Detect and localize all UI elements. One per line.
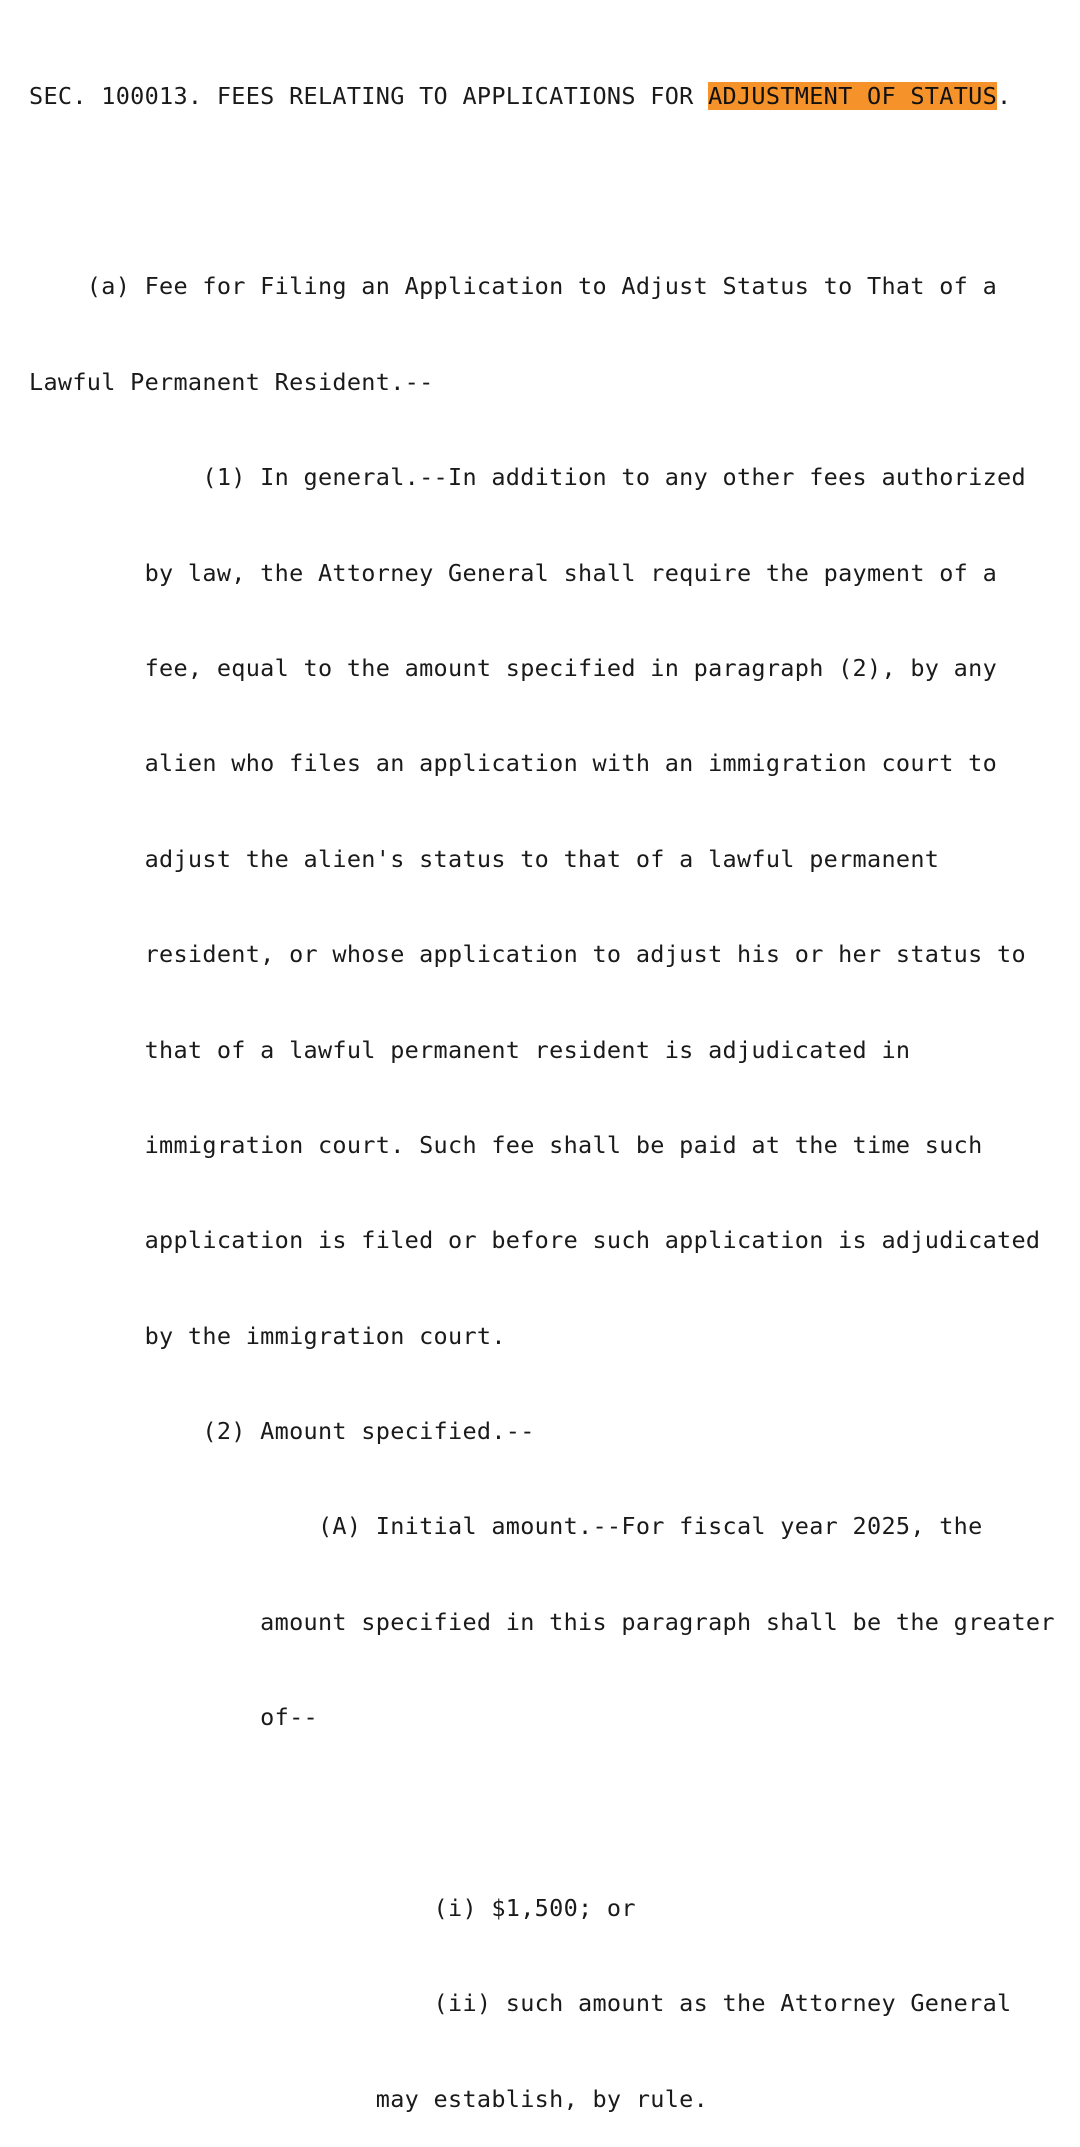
text-line: amount specified in this paragraph shall be the greater [29, 1607, 1055, 1636]
text-line: fee, equal to the amount specified in paragraph (2), by any [29, 653, 998, 682]
text-line: adjust the alien's status to that of a lawful permanent [29, 844, 940, 873]
text-line: alien who files an application with an immigration court to [29, 749, 998, 778]
text-line: application is filed or before such application is adjudicated [29, 1226, 1041, 1255]
heading-suffix: . [997, 81, 1012, 110]
highlighted-search-term: ADJUSTMENT OF STATUS [708, 81, 998, 110]
text-line: may establish, by rule. [29, 2084, 709, 2113]
section-heading [29, 81, 1055, 113]
text-line: of-- [29, 1703, 318, 1732]
text-line: that of a lawful permanent resident is adjudicated in [29, 1035, 911, 1064]
legislative-text [29, 17, 1055, 2147]
text-line: (2) Amount specified.-- [29, 1417, 535, 1446]
heading-prefix: SEC. 100013. FEES RELATING TO APPLICATIONS FOR [29, 81, 709, 110]
text-line: (ii) such amount as the Attorney General [29, 1989, 1012, 2018]
text-line: resident, or whose application to adjust his or her status to [29, 940, 1026, 969]
text-line: Lawful Permanent Resident.-- [29, 367, 434, 396]
text-line: by law, the Attorney General shall require the payment of a [29, 558, 998, 587]
text-line: (a) Fee for Filing an Application to Adjust Status to That of a [29, 272, 998, 301]
text-line: (1) In general.--In addition to any other fees authorized [29, 463, 1026, 492]
blank-line [29, 1798, 1055, 1830]
text-line: immigration court. Such fee shall be paid at the time such [29, 1130, 983, 1159]
text-line: by the immigration court. [29, 1321, 506, 1350]
blank-line [29, 176, 1055, 208]
text-line: (A) Initial amount.--For fiscal year 2025, the [29, 1512, 983, 1541]
text-line: (i) $1,500; or [29, 1894, 636, 1923]
